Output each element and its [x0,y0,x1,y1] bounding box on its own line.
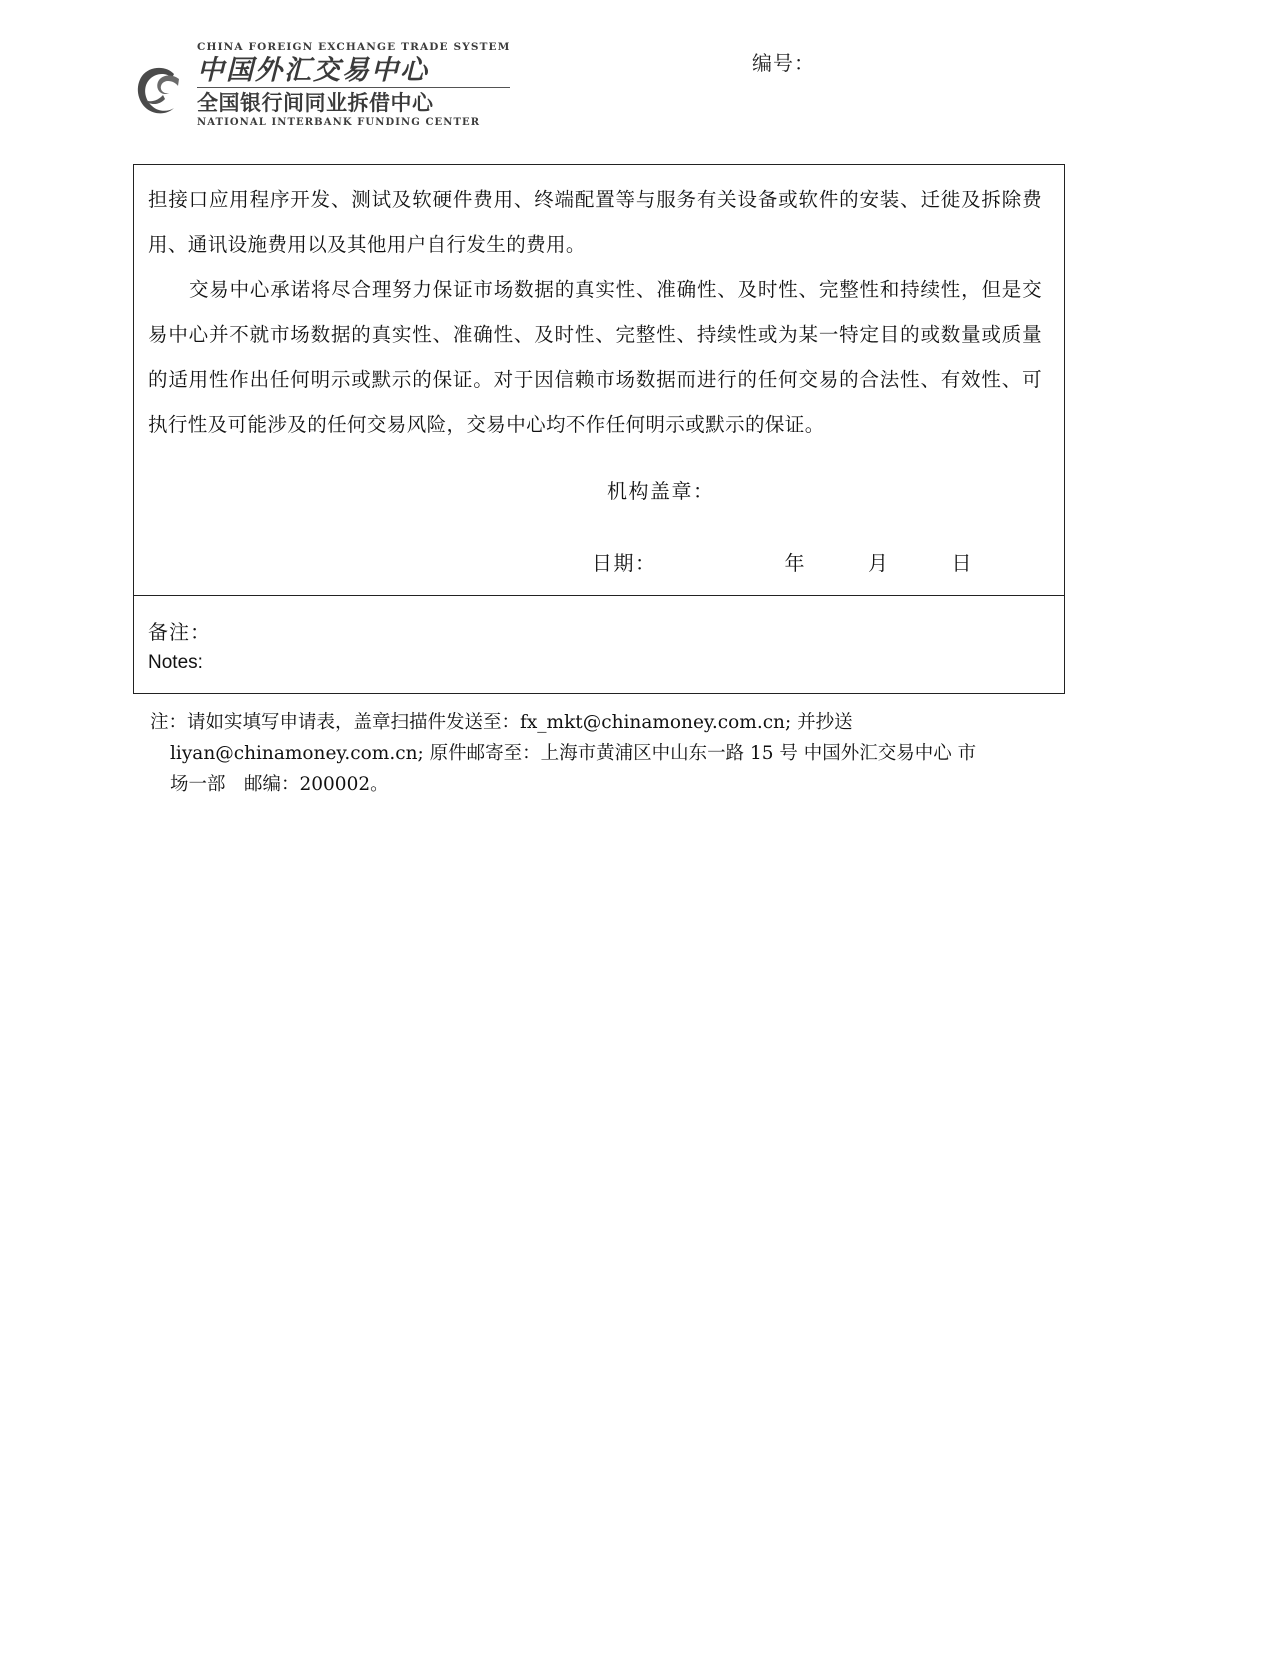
institution-seal-label: 机构盖章： [607,479,715,503]
content-frame [133,164,1065,694]
terms-paragraph-1: 担接口应用程序开发、测试及软硬件费用、终端配置等与服务有关设备或软件的安装、迁徙及拆除费用、通讯设施费用以及其他用户自行发生的费用。 [148,188,1042,256]
terms-paragraph-2: 交易中心承诺将尽合理努力保证市场数据的真实性、准确性、及时性、完整性和持续性，但是交易中心并不就市场数据的真实性、准确性、及时性、完整性、持续性或为某一特定目的或数量或质量的适用性作出任何明示或默示的保证。对于因信赖市场数据而进行的任何交易的合法性、有效性、可执行性及可能涉及的任何交易风险，交易中心均不作任何明示或默示的保证。 [148,278,1042,436]
date-month-unit: 月 [868,551,890,575]
logo-divider [197,87,510,88]
logo-english-top: CHINA FOREIGN EXCHANGE TRADE SYSTEM [197,41,511,53]
date-day-unit: 日 [951,551,973,575]
footnote-block [150,707,1065,800]
document-number-label: 编号： [752,51,815,75]
logo-english-bottom: NATIONAL INTERBANK FUNDING CENTER [197,116,481,128]
logo-chinese-sub: 全国银行间同业拆借中心 [197,89,434,115]
document-header [0,0,1280,150]
footnote-line-2: liyan@chinamoney.com.cn; 原件邮寄至：上海市黄浦区中山东一路 15 号 中国外汇交易中心 市 [170,743,977,764]
cfets-swirl-logo-icon [133,61,187,119]
logo-text-block [197,42,510,128]
terms-cell [134,165,1064,595]
footnote-line-1: 注：请如实填写申请表，盖章扫描件发送至：fx_mkt@chinamoney.com.cn; 并抄送 [150,712,853,733]
cfets-logo [133,42,510,128]
footnote-line-3: 场一部 邮编：200002。 [170,774,389,795]
notes-label-english: Notes: [148,652,203,673]
date-label: 日期： [592,551,657,575]
date-line [592,547,973,576]
date-year-unit: 年 [784,551,806,575]
notes-label-chinese: 备注： [148,620,211,644]
logo-chinese-main: 中国外汇交易中心 [197,54,429,86]
notes-cell [134,596,1064,693]
